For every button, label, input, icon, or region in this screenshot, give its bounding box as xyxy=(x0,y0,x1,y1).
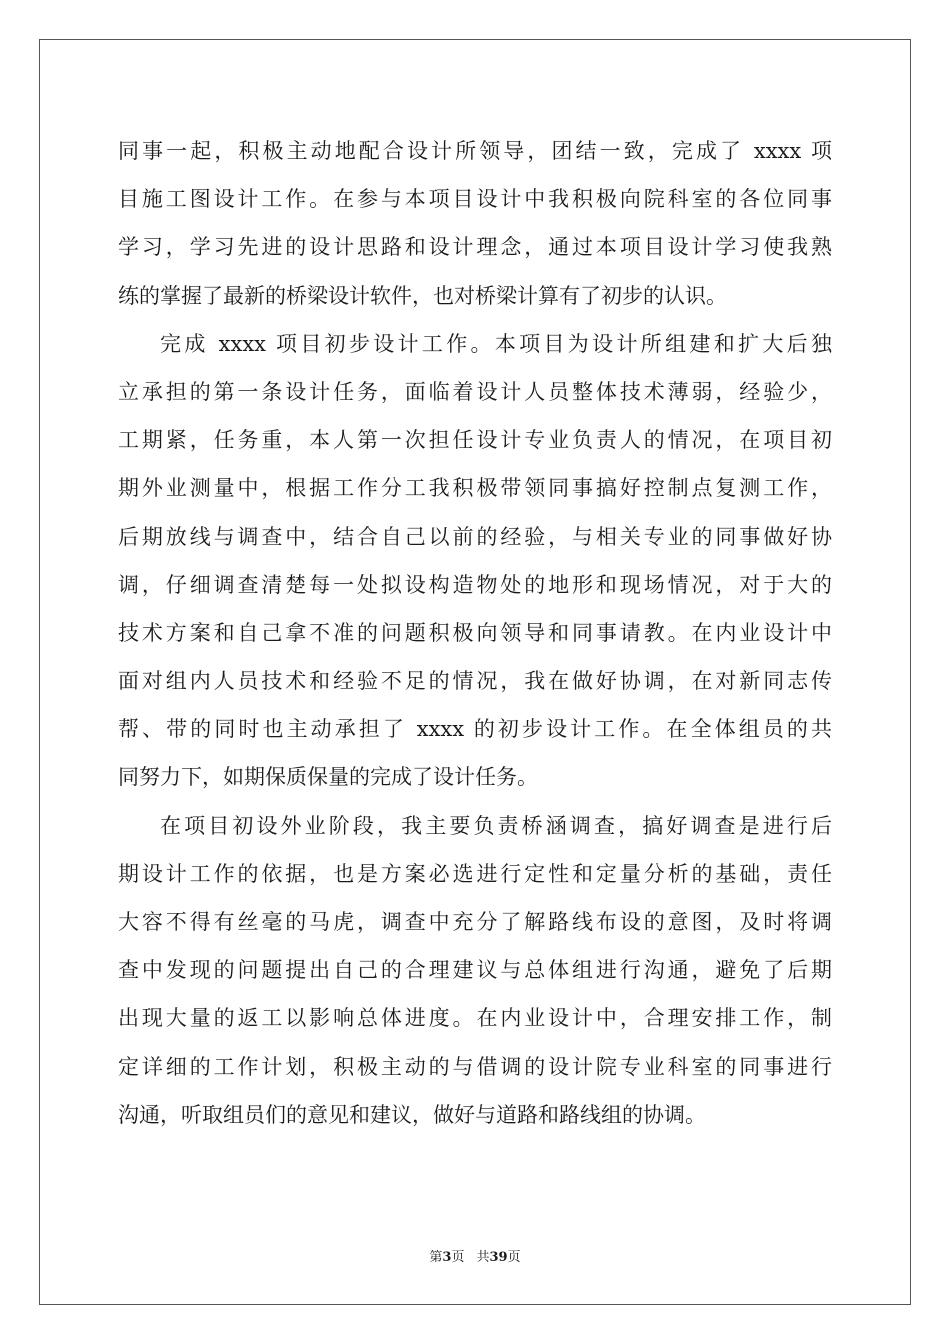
page-footer xyxy=(0,1246,950,1265)
text-line: 定详细的工作计划，积极主动的与借调的设计院专业科室的同事进行 xyxy=(118,1054,832,1079)
text-line: 目施工图设计工作。在参与本项目设计中我积极向院科室的各位同事 xyxy=(118,187,832,212)
text-line: 期设计工作的依据，也是方案必选进行定性和定量分析的基础，责任 xyxy=(118,861,832,886)
document-body xyxy=(118,127,832,1139)
footer-total-pages: 39 xyxy=(489,1250,508,1265)
footer-page-prefix: 第 xyxy=(429,1250,443,1265)
text-line: 在项目初设外业阶段，我主要负责桥涵调查，搞好调查是进行后 xyxy=(160,813,832,838)
text-line: 练的掌握了最新的桥梁设计软件，也对桥梁计算有了初步的认识。 xyxy=(118,283,727,308)
text-line: 同事一起，积极主动地配合设计所领导，团结一致，完成了 xxxx 项 xyxy=(118,139,832,163)
text-line: 技术方案和自己拿不准的问题积极向领导和同事请教。在内业设计中 xyxy=(118,620,832,645)
text-line: 调，仔细调查清楚每一处拟设构造物处的地形和现场情况，对于大的 xyxy=(118,572,832,597)
text-line: 期外业测量中，根据工作分工我积极带领同事搞好控制点复测工作， xyxy=(118,476,832,501)
text-line: 面对组内人员技术和经验不足的情况，我在做好协调，在对新同志传 xyxy=(118,669,832,694)
text-line: 立承担的第一条设计任务，面临着设计人员整体技术薄弱，经验少， xyxy=(118,379,832,404)
text-line: 沟通，听取组员们的意见和建议，做好与道路和路线组的协调。 xyxy=(118,1102,706,1127)
footer-total-prefix: 共 xyxy=(476,1250,490,1265)
footer-page-number: 3 xyxy=(442,1250,452,1265)
text-line: 学习，学习先进的设计思路和设计理念，通过本项目设计学习使我熟 xyxy=(118,235,832,260)
text-line: 完成 xxxx 项目初步设计工作。本项目为设计所组建和扩大后独 xyxy=(160,331,832,356)
text-line: 同努力下，如期保质保量的完成了设计任务。 xyxy=(118,765,538,790)
text-line: 出现大量的返工以影响总体进度。在内业设计中，合理安排工作，制 xyxy=(118,1006,832,1031)
text-line: 大容不得有丝毫的马虎，调查中充分了解路线布设的意图，及时将调 xyxy=(118,910,832,934)
footer-page-suffix: 页 xyxy=(451,1250,465,1265)
footer-total-suffix: 页 xyxy=(507,1250,521,1265)
text-line: 帮、带的同时也主动承担了 xxxx 的初步设计工作。在全体组员的共 xyxy=(118,717,832,742)
text-line: 后期放线与调查中，结合自己以前的经验，与相关专业的同事做好协 xyxy=(118,524,832,549)
text-line: 查中发现的问题提出自己的合理建议与总体组进行沟通，避免了后期 xyxy=(118,958,832,983)
text-line: 工期紧，任务重，本人第一次担任设计专业负责人的情况，在项目初 xyxy=(118,428,832,453)
